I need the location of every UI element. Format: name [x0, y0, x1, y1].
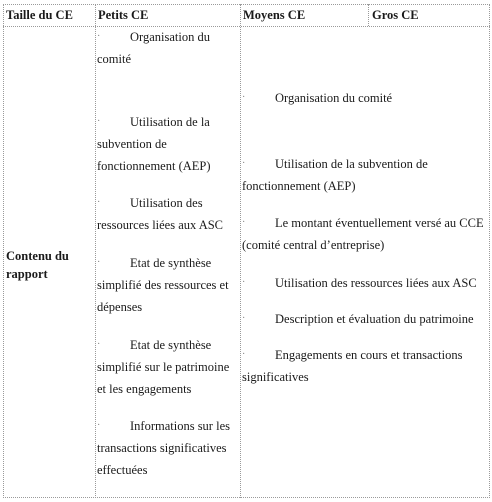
bullet: ·	[242, 92, 246, 103]
list-item: · Utilisation des ressources liées aux ASC	[97, 192, 237, 236]
bullet: ·	[97, 197, 101, 208]
column-divider	[240, 4, 241, 498]
bullet: ·	[242, 158, 246, 169]
bullet: ·	[97, 420, 101, 431]
list-item: · Utilisation de la subvention de fonctionnement (AEP)	[97, 111, 237, 177]
list-item: · Etat de synthèse simplifié sur le patrimoine et les engagements	[97, 334, 237, 400]
list-item: · Organisation du comité	[97, 26, 237, 70]
list-item: · Le montant éventuellement versé au CCE (comité central d’entreprise)	[242, 212, 488, 256]
bullet: ·	[97, 116, 101, 127]
bullet: ·	[97, 31, 101, 42]
bullet: ·	[97, 339, 101, 350]
list-item: · Engagements en cours et transactions significatives	[242, 344, 488, 388]
list-item: · Informations sur les transactions significatives effectuées	[97, 415, 237, 481]
list-item: · Description et évaluation du patrimoine	[242, 308, 488, 330]
list-item: · Utilisation de la subvention de fonctionnement (AEP)	[242, 153, 488, 197]
bullet: ·	[242, 277, 246, 288]
bullet: ·	[97, 257, 101, 268]
header-taille: Taille du CE	[6, 8, 73, 22]
list-item: · Organisation du comité	[242, 87, 488, 109]
header-divider	[3, 26, 490, 27]
row-label: Contenu du rapport	[6, 249, 69, 281]
bullet: ·	[242, 349, 246, 360]
bullet: ·	[242, 217, 246, 228]
list-item: · Etat de synthèse simplifié des ressources et dépenses	[97, 252, 237, 318]
header-petits: Petits CE	[98, 8, 149, 22]
column-divider	[368, 4, 369, 26]
bullet: ·	[242, 313, 246, 324]
list-item: · Utilisation des ressources liées aux ASC	[242, 272, 488, 294]
column-divider	[95, 4, 96, 498]
header-moyens: Moyens CE	[243, 8, 306, 22]
header-gros: Gros CE	[372, 8, 419, 22]
